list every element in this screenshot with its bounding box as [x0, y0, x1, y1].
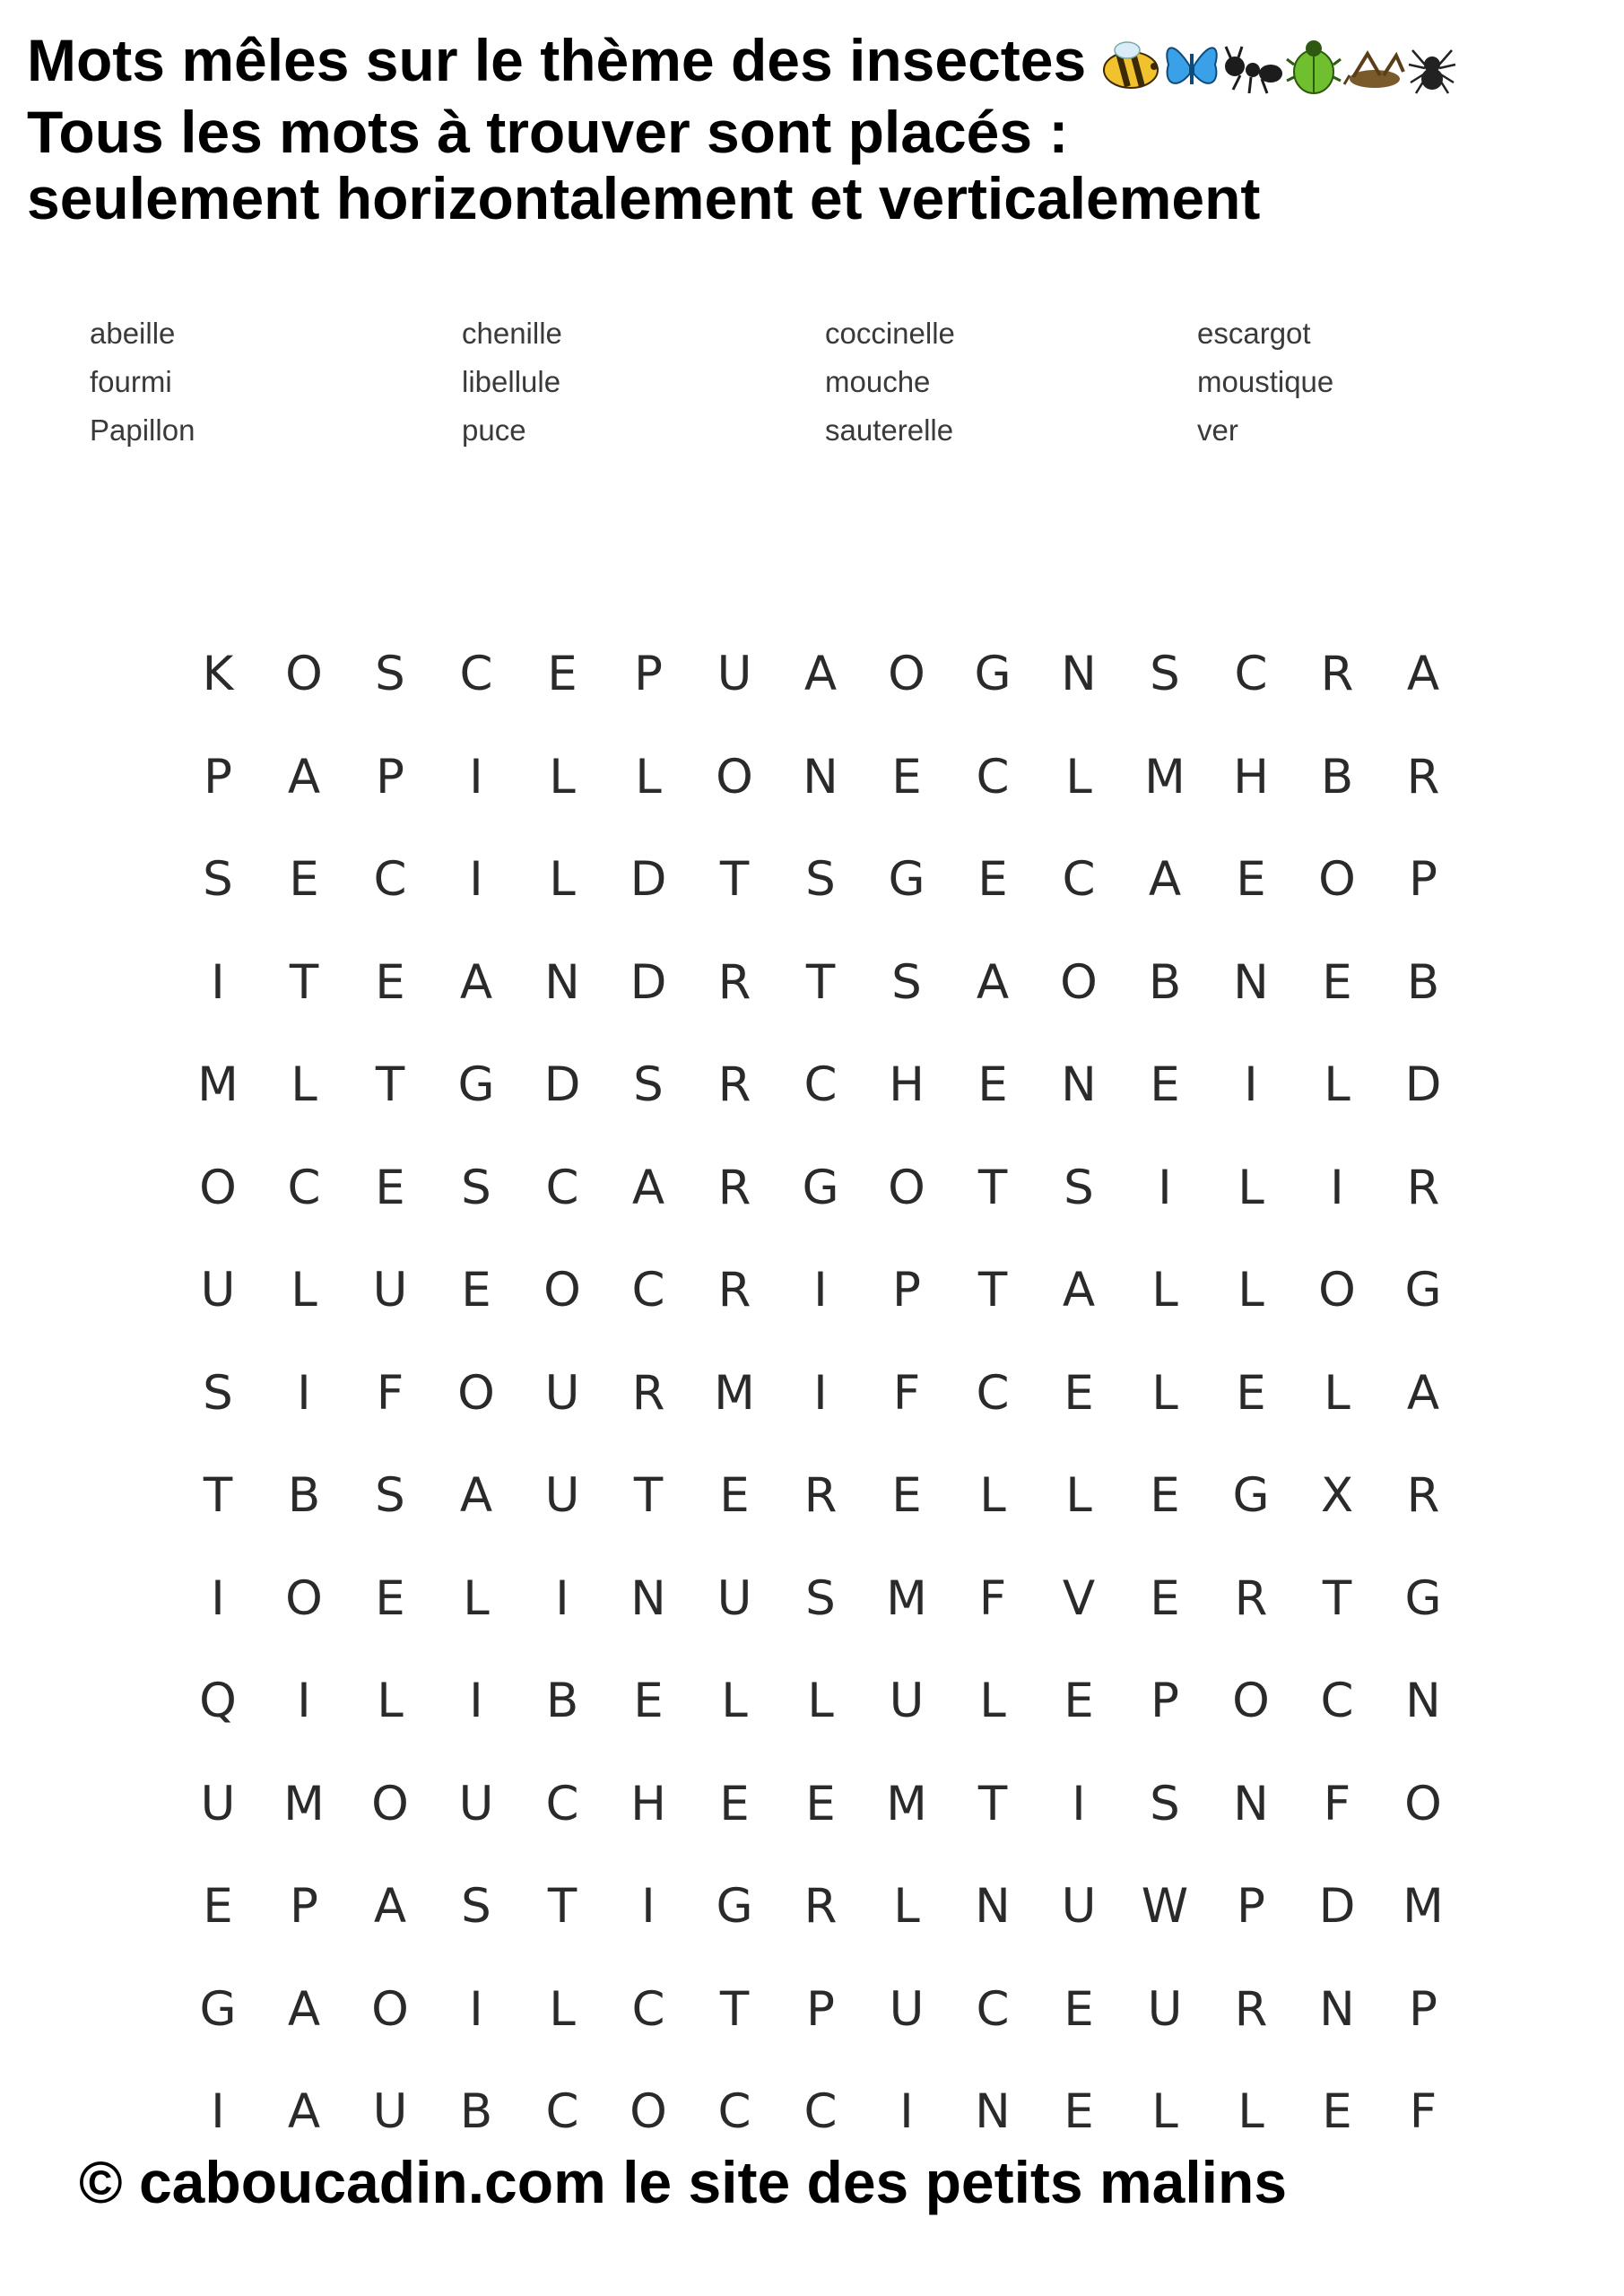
grid-letter[interactable]: R	[631, 1365, 665, 1421]
grid-letter[interactable]: U	[1147, 1981, 1183, 2037]
butterfly-icon	[1167, 48, 1216, 84]
word-item: chenille	[462, 317, 562, 350]
grid-letter[interactable]: U	[716, 1570, 752, 1626]
grid-letter[interactable]: G	[1232, 1468, 1270, 1523]
grid-letter[interactable]: F	[1323, 1776, 1351, 1831]
grid-letter[interactable]: F	[376, 1365, 404, 1421]
grid-letter[interactable]: C	[373, 852, 407, 907]
cricket-icon	[1344, 54, 1403, 88]
grid-letter[interactable]: K	[202, 647, 234, 701]
word-list	[90, 309, 1524, 455]
grid-letter[interactable]: T	[977, 1776, 1008, 1831]
grid-letter[interactable]: O	[1404, 1776, 1442, 1831]
grid-letter[interactable]: B	[459, 2084, 493, 2139]
grid-letter[interactable]: P	[1409, 1981, 1437, 2037]
grid-letter[interactable]: I	[469, 1981, 483, 2037]
grid-letter[interactable]: S	[375, 1468, 405, 1523]
grid-letter[interactable]: O	[888, 647, 925, 701]
grid-letter[interactable]: E	[1064, 1365, 1094, 1421]
grid-letter[interactable]: I	[297, 1365, 311, 1421]
grid-letter[interactable]: N	[1061, 1057, 1097, 1112]
grid-letter[interactable]: A	[459, 954, 493, 1010]
word-list-row	[90, 406, 1524, 455]
grid-letter[interactable]: N	[1405, 1674, 1441, 1728]
grid-letter[interactable]: N	[630, 1570, 666, 1626]
header-line-3: seulement horizontalement et verticalement	[27, 164, 1261, 231]
grid-letter[interactable]: U	[458, 1776, 494, 1831]
grid-letter[interactable]: U	[544, 1468, 580, 1523]
grid-letter[interactable]: A	[1406, 1365, 1440, 1421]
grid-letter[interactable]: X	[1320, 1468, 1354, 1523]
grid-letter[interactable]: S	[375, 647, 405, 701]
grid-letter[interactable]: R	[717, 1160, 751, 1215]
grid-letter[interactable]: S	[203, 1365, 233, 1421]
word-item: moustique	[1197, 365, 1334, 398]
grid-letter[interactable]: I	[813, 1263, 828, 1318]
word-item: mouche	[825, 365, 931, 398]
grid-letter[interactable]: I	[813, 1365, 828, 1421]
grid-letter[interactable]: C	[1062, 852, 1096, 907]
bee-icon	[1104, 42, 1158, 88]
grid-letter[interactable]: I	[211, 1570, 225, 1626]
grid-letter[interactable]: W	[1141, 1879, 1189, 1934]
grid-letter[interactable]: S	[461, 1879, 491, 1934]
grid-letter[interactable]: P	[1151, 1674, 1179, 1728]
grid-letter[interactable]: O	[371, 1981, 409, 2037]
word-item: sauterelle	[825, 413, 954, 447]
grid-letter[interactable]: L	[1151, 1263, 1178, 1318]
grid-letter[interactable]: N	[1319, 1981, 1355, 2037]
grid-letter[interactable]: R	[803, 1879, 838, 1934]
grid-letter[interactable]: C	[717, 2084, 751, 2139]
grid-letter[interactable]: L	[1238, 1263, 1264, 1318]
grid-letter[interactable]: E	[719, 1776, 750, 1831]
grid-letter[interactable]: C	[545, 2084, 579, 2139]
grid-letter[interactable]: E	[1236, 852, 1266, 907]
grid-letter[interactable]: E	[203, 1879, 233, 1934]
grid-letter[interactable]: C	[803, 2084, 838, 2139]
grid-letter[interactable]: C	[287, 1160, 321, 1215]
grid-letter[interactable]: I	[1330, 1160, 1344, 1215]
grid-letter[interactable]: O	[371, 1776, 409, 1831]
grid-letter[interactable]: R	[1234, 1981, 1268, 2037]
grid-letter[interactable]: T	[203, 1468, 233, 1523]
grid-letter[interactable]: G	[802, 1160, 839, 1215]
grid-letter[interactable]: U	[200, 1776, 236, 1831]
grid-letter[interactable]: L	[979, 1674, 1006, 1728]
grid-letter[interactable]: C	[976, 1981, 1010, 2037]
grid-letter[interactable]: S	[1064, 1160, 1094, 1215]
grid-letter[interactable]: A	[1148, 852, 1182, 907]
grid-letter[interactable]: I	[1244, 1057, 1258, 1112]
grid-letter[interactable]: D	[543, 1057, 581, 1112]
grid-letter[interactable]: U	[200, 1263, 236, 1318]
grid-letter[interactable]: R	[1406, 749, 1440, 804]
word-item: ver	[1197, 413, 1238, 447]
grid-letter[interactable]: B	[1320, 749, 1354, 804]
grid-letter[interactable]: P	[376, 749, 404, 804]
grid-letter[interactable]: O	[1060, 954, 1098, 1010]
grid-letter[interactable]: A	[373, 1879, 407, 1934]
grid-letter[interactable]: G	[716, 1879, 753, 1934]
grid-letter[interactable]: P	[806, 1981, 835, 2037]
insect-emoji-row	[1099, 32, 1457, 99]
grid-letter[interactable]: P	[1409, 852, 1437, 907]
word-list-row	[90, 358, 1524, 406]
grid-letter[interactable]: E	[1322, 2084, 1352, 2139]
grid-letter[interactable]: E	[547, 647, 578, 701]
word-item: puce	[462, 413, 526, 447]
grid-letter[interactable]: U	[372, 1263, 408, 1318]
grid-letter[interactable]: L	[721, 1674, 748, 1728]
grid-letter[interactable]: F	[1409, 2084, 1437, 2139]
grid-letter[interactable]: B	[545, 1674, 579, 1728]
grid-letter[interactable]: R	[1234, 1570, 1268, 1626]
grid-letter[interactable]: M	[714, 1365, 755, 1421]
grid-letter[interactable]: S	[805, 1570, 836, 1626]
insect-emojis	[1099, 32, 1457, 99]
grid-letter[interactable]: M	[886, 1570, 927, 1626]
beetle-icon	[1287, 40, 1341, 93]
header-line-2: Tous les mots à trouver sont placés :	[27, 98, 1069, 165]
grid-letter[interactable]: T	[977, 1160, 1008, 1215]
grid-letter[interactable]: R	[1406, 1468, 1440, 1523]
word-item: Papillon	[90, 413, 195, 447]
grid-letter[interactable]: E	[289, 852, 319, 907]
grid-letter[interactable]: I	[297, 1674, 311, 1728]
header-line-1	[27, 27, 1614, 99]
grid-letter[interactable]: O	[199, 1160, 237, 1215]
grid-letter[interactable]: M	[1144, 749, 1185, 804]
grid-letter[interactable]: O	[1232, 1674, 1270, 1728]
grid-letter[interactable]: I	[1158, 1160, 1172, 1215]
grid-letter[interactable]: I	[555, 1570, 569, 1626]
grid-letter[interactable]: A	[287, 1981, 321, 2037]
copyright-footer: © caboucadin.com le site des petits malins	[79, 2149, 1288, 2215]
grid-letter[interactable]: C	[631, 1981, 665, 2037]
word-item: fourmi	[90, 365, 172, 398]
grid-letter[interactable]: S	[633, 1057, 664, 1112]
grid-letter[interactable]: C	[803, 1057, 838, 1112]
grid-letter[interactable]: N	[544, 954, 580, 1010]
grid-letter[interactable]: A	[631, 1160, 665, 1215]
grid-letter[interactable]: A	[803, 647, 838, 701]
grid-letter[interactable]: C	[976, 1365, 1010, 1421]
grid-letter[interactable]: T	[375, 1057, 405, 1112]
grid-letter[interactable]: L	[1151, 2084, 1178, 2139]
grid-letter[interactable]: E	[375, 954, 405, 1010]
word-item: libellule	[462, 365, 561, 398]
grid-letter[interactable]: I	[469, 1674, 483, 1728]
grid-letter[interactable]: T	[805, 954, 836, 1010]
grid-letter[interactable]: C	[631, 1263, 665, 1318]
grid-letter[interactable]: D	[1404, 1057, 1442, 1112]
grid-letter[interactable]: P	[204, 749, 232, 804]
grid-letter[interactable]: E	[977, 852, 1008, 907]
grid-letter[interactable]: U	[544, 1365, 580, 1421]
grid-letter[interactable]: I	[1072, 1776, 1086, 1831]
grid-letter[interactable]: S	[891, 954, 922, 1010]
grid-letter[interactable]: A	[976, 954, 1010, 1010]
grid-letter[interactable]: V	[1062, 1570, 1096, 1626]
grid-letter[interactable]: A	[287, 2084, 321, 2139]
grid-letter[interactable]: E	[1064, 1981, 1094, 2037]
grid-letter[interactable]: T	[289, 954, 319, 1010]
grid-letter[interactable]: O	[285, 647, 323, 701]
grid-letter[interactable]: B	[287, 1468, 321, 1523]
grid-letter[interactable]: P	[634, 647, 663, 701]
grid-letter[interactable]: E	[1150, 1468, 1180, 1523]
grid-letter[interactable]: U	[889, 1981, 925, 2037]
grid-letter[interactable]: C	[1320, 1674, 1354, 1728]
grid-letter[interactable]: I	[899, 2084, 914, 2139]
grid-letter[interactable]: I	[469, 749, 483, 804]
grid-letter[interactable]: M	[197, 1057, 239, 1112]
grid-letter[interactable]: L	[549, 1981, 576, 2037]
grid-letter[interactable]: S	[1150, 1776, 1180, 1831]
grid-letter[interactable]: L	[549, 749, 576, 804]
ant-icon	[1225, 47, 1282, 93]
grid-letter[interactable]: G	[457, 1057, 495, 1112]
grid-letter[interactable]: P	[290, 1879, 318, 1934]
grid-letter[interactable]: S	[1150, 647, 1180, 701]
puzzle-header	[27, 27, 1614, 231]
grid-letter[interactable]: E	[719, 1468, 750, 1523]
grid-letter[interactable]: T	[547, 1879, 578, 1934]
grid-letter[interactable]: C	[545, 1776, 579, 1831]
grid-letter[interactable]: G	[1404, 1263, 1442, 1318]
grid-letter[interactable]: I	[211, 2084, 225, 2139]
grid-letter[interactable]: M	[1403, 1879, 1444, 1934]
grid-letter[interactable]: H	[630, 1776, 666, 1831]
grid-letter[interactable]: O	[888, 1160, 925, 1215]
grid-letter[interactable]: S	[461, 1160, 491, 1215]
grid-letter[interactable]: I	[469, 852, 483, 907]
grid-letter[interactable]: R	[1320, 647, 1354, 701]
grid-letter[interactable]: H	[1233, 749, 1269, 804]
grid-letter[interactable]: O	[285, 1570, 323, 1626]
grid-letter[interactable]: D	[1318, 1879, 1356, 1934]
grid-letter[interactable]: I	[211, 954, 225, 1010]
grid-letter[interactable]: L	[1065, 1468, 1092, 1523]
grid-letter[interactable]: L	[979, 1468, 1006, 1523]
grid-letter[interactable]: O	[1318, 1263, 1356, 1318]
word-item: coccinelle	[825, 317, 955, 350]
grid-letter[interactable]: E	[891, 749, 922, 804]
grid-letter[interactable]: O	[630, 2084, 667, 2139]
grid-letter[interactable]: G	[199, 1981, 237, 2037]
grid-letter[interactable]: N	[803, 749, 838, 804]
grid-letter[interactable]: N	[975, 1879, 1011, 1934]
grid-letter[interactable]: E	[1236, 1365, 1266, 1421]
grid-letter[interactable]: M	[283, 1776, 325, 1831]
grid-letter[interactable]: D	[630, 852, 667, 907]
grid-letter[interactable]: L	[463, 1570, 490, 1626]
grid-letter[interactable]: N	[1233, 1776, 1269, 1831]
grid-letter[interactable]: G	[1404, 1570, 1442, 1626]
grid-letter[interactable]: L	[893, 1879, 920, 1934]
grid-letter[interactable]: N	[1061, 647, 1097, 701]
grid-letter[interactable]: E	[1064, 2084, 1094, 2139]
grid-letter[interactable]: E	[1150, 1570, 1180, 1626]
grid-letter[interactable]: N	[975, 2084, 1011, 2139]
grid-letter[interactable]: L	[549, 852, 576, 907]
grid-letter[interactable]: U	[889, 1674, 925, 1728]
grid-letter[interactable]: I	[641, 1879, 656, 1934]
grid-letter[interactable]: C	[545, 1160, 579, 1215]
grid-letter[interactable]: A	[1406, 647, 1440, 701]
grid-letter[interactable]: E	[1150, 1057, 1180, 1112]
grid-letter[interactable]: E	[461, 1263, 491, 1318]
grid-letter[interactable]: U	[1061, 1879, 1097, 1934]
grid-letter[interactable]: Q	[199, 1674, 237, 1728]
grid-letter[interactable]: L	[1238, 1160, 1264, 1215]
grid-letter[interactable]: C	[976, 749, 1010, 804]
grid-letter[interactable]: F	[978, 1570, 1007, 1626]
grid-letter[interactable]: E	[805, 1776, 836, 1831]
grid-letter[interactable]: E	[375, 1570, 405, 1626]
grid-letter[interactable]: O	[543, 1263, 581, 1318]
grid-letter[interactable]: E	[1322, 954, 1352, 1010]
grid-letter[interactable]: A	[1062, 1263, 1096, 1318]
grid-letter[interactable]: E	[977, 1057, 1008, 1112]
grid-letter[interactable]: P	[1237, 1879, 1265, 1934]
grid-letter[interactable]: L	[1065, 749, 1092, 804]
grid-letter[interactable]: T	[719, 852, 750, 907]
grid-letter[interactable]: F	[892, 1365, 921, 1421]
grid-letter[interactable]: M	[886, 1776, 927, 1831]
grid-letter[interactable]: B	[1148, 954, 1182, 1010]
grid-letter[interactable]: G	[974, 647, 1012, 701]
grid-letter[interactable]: T	[1322, 1570, 1352, 1626]
grid-letter[interactable]: O	[716, 749, 753, 804]
grid-letter[interactable]: E	[1064, 1674, 1094, 1728]
grid-letter[interactable]: C	[1234, 647, 1268, 701]
word-item: escargot	[1197, 317, 1311, 350]
grid-letter[interactable]: G	[888, 852, 925, 907]
grid-letter[interactable]: S	[203, 852, 233, 907]
grid-letter[interactable]: T	[977, 1263, 1008, 1318]
grid-letter[interactable]: D	[630, 954, 667, 1010]
grid-letter[interactable]: H	[889, 1057, 925, 1112]
grid-letter[interactable]: L	[377, 1674, 404, 1728]
grid-letter[interactable]: P	[892, 1263, 921, 1318]
grid-letter[interactable]: R	[1406, 1160, 1440, 1215]
grid-letter[interactable]: L	[1151, 1365, 1178, 1421]
grid-letter[interactable]: N	[1233, 954, 1269, 1010]
grid-letter[interactable]: L	[635, 749, 662, 804]
grid-letter[interactable]: U	[716, 647, 752, 701]
grid-letter[interactable]: U	[372, 2084, 408, 2139]
grid-letter[interactable]: O	[1318, 852, 1356, 907]
grid-letter[interactable]: E	[891, 1468, 922, 1523]
grid-letter[interactable]: L	[807, 1674, 834, 1728]
word-list-row	[90, 309, 1524, 358]
grid-letter[interactable]: C	[459, 647, 493, 701]
grid-letter[interactable]: O	[457, 1365, 495, 1421]
grid-letter[interactable]: B	[1406, 954, 1440, 1010]
grid-letter[interactable]: E	[633, 1674, 664, 1728]
grid-letter[interactable]: R	[717, 1263, 751, 1318]
grid-letter[interactable]: T	[719, 1981, 750, 2037]
grid-letter[interactable]: L	[291, 1057, 317, 1112]
grid-letter[interactable]: R	[717, 1057, 751, 1112]
grid-letter[interactable]: S	[805, 852, 836, 907]
letter-grid	[175, 623, 1466, 2164]
grid-letter[interactable]: L	[1238, 2084, 1264, 2139]
grid-letter[interactable]: L	[1324, 1057, 1350, 1112]
grid-letter[interactable]: L	[291, 1263, 317, 1318]
grid-letter[interactable]: T	[633, 1468, 664, 1523]
grid-letter[interactable]: L	[1324, 1365, 1350, 1421]
grid-letter[interactable]: A	[287, 749, 321, 804]
spider-icon	[1409, 50, 1455, 93]
grid-letter[interactable]: R	[717, 954, 751, 1010]
grid-letter[interactable]: E	[375, 1160, 405, 1215]
grid-letter[interactable]: R	[803, 1468, 838, 1523]
word-item: abeille	[90, 317, 176, 350]
grid-letter[interactable]: A	[459, 1468, 493, 1523]
title-text: Mots mêles sur le thème des insectes	[27, 27, 1087, 93]
